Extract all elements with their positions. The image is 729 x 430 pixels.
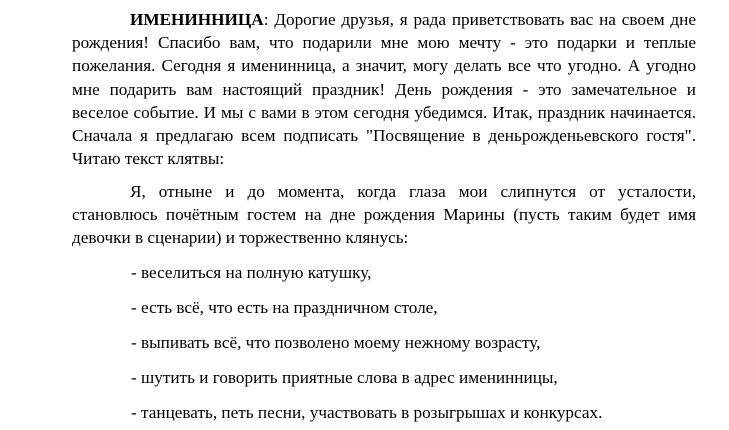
oath-paragraph — [72, 180, 696, 250]
list-item: - есть всё, что есть на праздничном столе, — [131, 298, 438, 317]
list-item: - шутить и говорить приятные слова в адрес именинницы, — [131, 368, 558, 387]
list-item: - веселиться на полную катушку, — [131, 263, 372, 282]
oath-text: Я, отныне и до момента, когда глаза мои слипнутся от усталости, становлюсь почётным гостем на дне рождения Марины (пусть таким будет имя девочки в сценарии) и торжественно клянусь: — [72, 182, 696, 248]
intro-text: : Дорогие друзья, я рада приветствовать вас на своем дне рождения! Спасибо вам, что подарили мне мою мечту - это подарки и теплые пожелания. Сегодня я именинница, а значит, могу делать все что угодно. А угодно мне подарить вам настоящий праздник! День рождения - это замечательное и веселое событие. И мы с вами в этом сегодня убедимся. Итак, праздник начинается. Сначала я предлагаю всем подписать "Посвящение в деньрожденьевского гостя". Читаю текст клятвы: — [72, 10, 696, 169]
list-item: - выпивать всё, что позволено моему нежному возрасту, — [131, 333, 541, 352]
list-item: - танцевать, петь песни, участвовать в розыгрышах и конкурсах. — [131, 403, 603, 422]
intro-paragraph — [72, 8, 696, 170]
speaker-name: ИМЕНИННИЦА — [130, 10, 264, 29]
